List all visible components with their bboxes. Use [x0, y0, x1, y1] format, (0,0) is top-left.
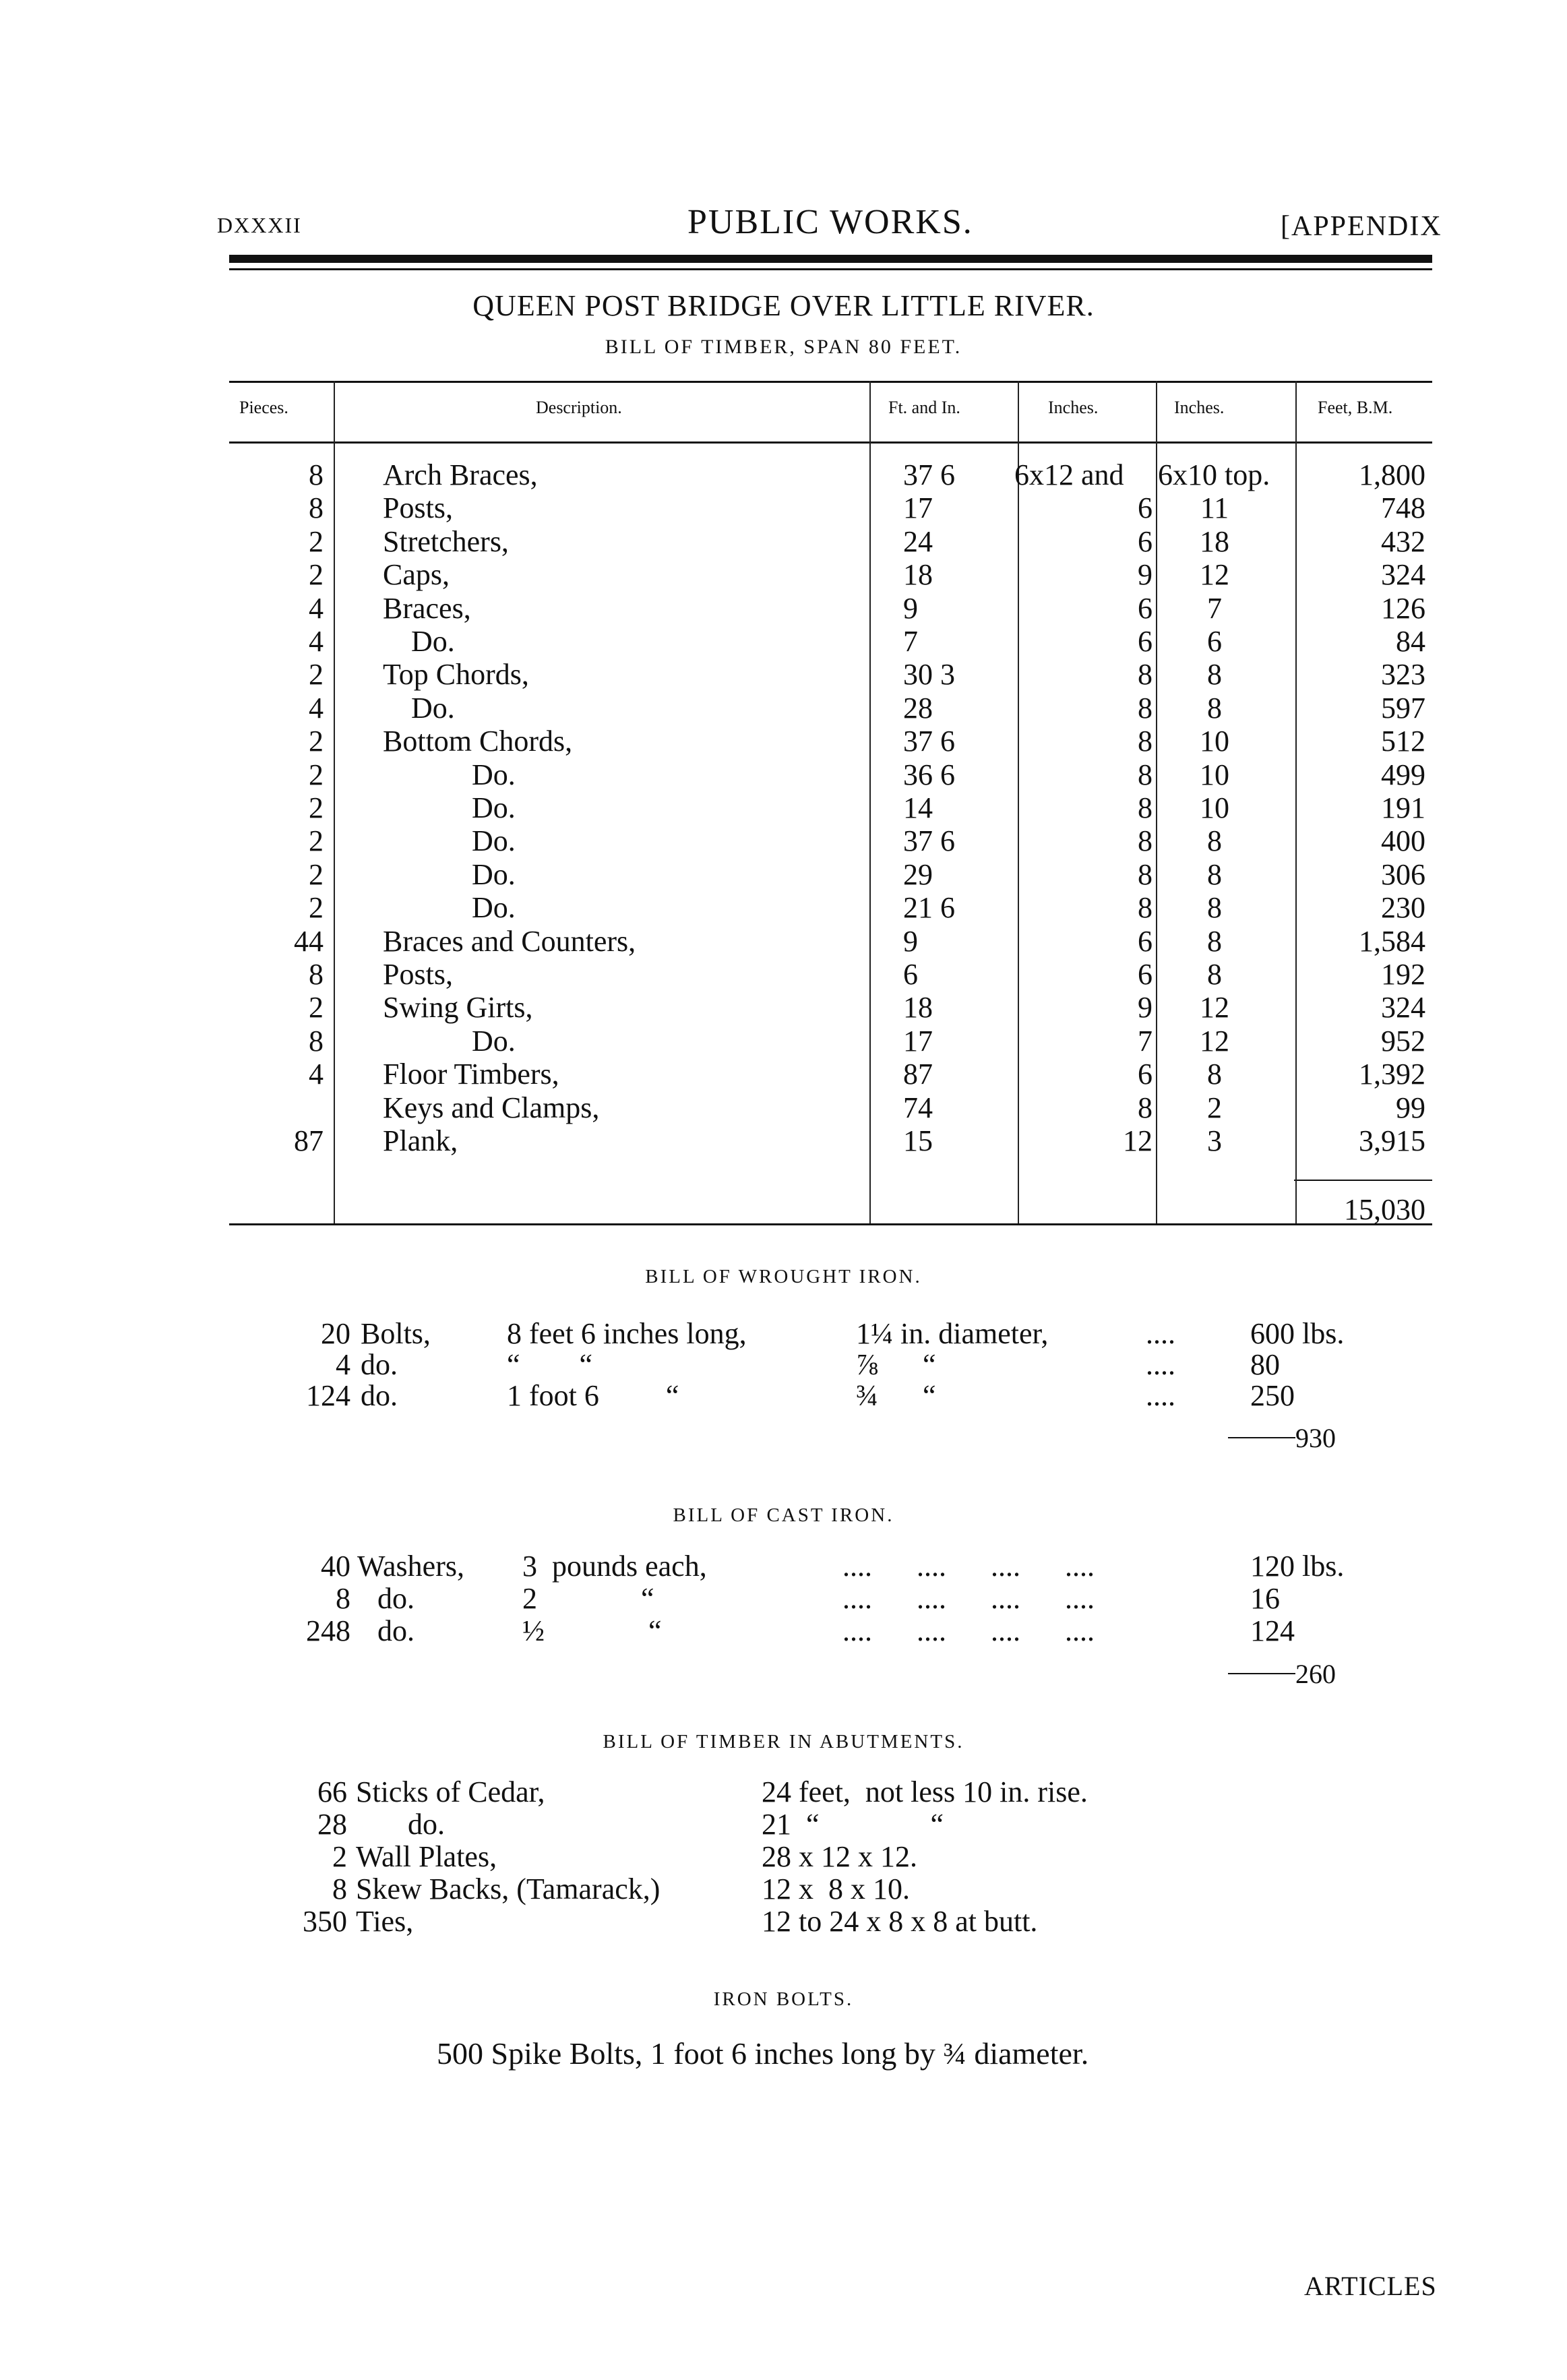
cell-pieces: 2 — [309, 558, 324, 592]
column-divider — [334, 381, 335, 1223]
cell-feet-bm: 512 — [1381, 725, 1425, 758]
cell-ft-in: 37 6 — [903, 725, 955, 758]
cell-inches-2: 8 — [1207, 857, 1222, 891]
cell-pieces: 2 — [309, 991, 324, 1025]
wrought-diameter: ⅞ “ — [856, 1348, 936, 1381]
cell-feet-bm: 432 — [1381, 524, 1425, 558]
cell-ft-in: 37 6 — [903, 824, 955, 858]
cast-iron-total: 260 — [1295, 1659, 1336, 1689]
cell-description: Do. — [472, 1024, 516, 1058]
page-title: QUEEN POST BRIDGE OVER LITTLE RIVER. — [472, 289, 1095, 322]
cell-description: Caps, — [383, 558, 450, 592]
cell-inches-2: 12 — [1200, 991, 1229, 1025]
cell-inches-2: 7 — [1207, 591, 1222, 625]
cell-feet-bm: 324 — [1381, 991, 1425, 1025]
cell-ft-in: 17 — [903, 491, 933, 525]
cell-ft-in: 21 6 — [903, 891, 955, 925]
cell-description: Stretchers, — [383, 524, 509, 558]
cell-description: Floor Timbers, — [383, 1058, 559, 1091]
cell-description: Do. — [472, 791, 516, 824]
cell-inches-2: 2 — [1207, 1091, 1222, 1124]
header-rule-thin — [229, 268, 1432, 270]
cell-feet-bm: 1,800 — [1359, 458, 1425, 491]
cell-feet-bm: 748 — [1381, 491, 1425, 525]
header-rule-thick — [229, 255, 1432, 263]
cell-feet-bm: 400 — [1381, 824, 1425, 858]
cell-description: Do. — [472, 857, 516, 891]
iron-bolts-line: 500 Spike Bolts, 1 foot 6 inches long by ¾ diameter. — [437, 2036, 1089, 2071]
cell-description: Do. — [472, 758, 516, 791]
column-divider — [1295, 381, 1297, 1223]
cell-inches-2: 12 — [1200, 1024, 1229, 1058]
cell-inches-1: 8 — [1138, 824, 1153, 858]
cell-pieces: 8 — [309, 958, 324, 991]
cell-ft-in: 36 6 — [903, 758, 955, 791]
cell-inches-2: 18 — [1200, 524, 1229, 558]
cell-inches-1: 6 — [1138, 591, 1153, 625]
timber-total: 15,030 — [1344, 1193, 1425, 1226]
cell-description: Do. — [411, 625, 455, 658]
cell-pieces: 4 — [309, 591, 324, 625]
abutment-qty: 350 — [303, 1905, 347, 1938]
cell-inches-1: 12 — [1123, 1124, 1153, 1157]
catchword: ARTICLES — [1304, 2271, 1437, 2301]
cell-pieces: 2 — [309, 725, 324, 758]
cell-inches-1: 8 — [1138, 691, 1153, 725]
abutment-spec: 12 to 24 x 8 x 8 at butt. — [762, 1905, 1038, 1938]
cell-description: Do. — [411, 691, 455, 725]
cell-ft-in: 9 — [903, 924, 918, 958]
cast-each: 3 pounds each, — [522, 1550, 707, 1583]
wrought-weight: 600 lbs. — [1250, 1317, 1345, 1350]
running-title: PUBLIC WORKS. — [687, 203, 973, 241]
wrought-length: 8 feet 6 inches long, — [507, 1317, 747, 1350]
cell-feet-bm: 99 — [1396, 1091, 1425, 1124]
cast-qty: 248 — [306, 1614, 350, 1647]
cell-description: Posts, — [383, 491, 453, 525]
wrought-item: do. — [361, 1379, 398, 1412]
cell-ft-in: 37 6 — [903, 458, 955, 491]
cell-feet-bm: 126 — [1381, 591, 1425, 625]
page-number: DXXXII — [217, 213, 302, 237]
cast-weight: 16 — [1250, 1582, 1280, 1615]
table-bottom-rule — [229, 1223, 1432, 1225]
cell-inches-2: 10 — [1200, 791, 1229, 824]
column-header-inches-1: Inches. — [1048, 398, 1099, 417]
cell-feet-bm: 191 — [1381, 791, 1425, 824]
wrought-qty: 20 — [321, 1317, 350, 1350]
abutment-item: Wall Plates, — [356, 1840, 497, 1873]
wrought-length: 1 foot 6 “ — [507, 1379, 679, 1412]
wrought-qty: 124 — [306, 1379, 350, 1412]
cast-iron-heading: BILL OF CAST IRON. — [673, 1504, 894, 1526]
cell-inches-1: 8 — [1138, 791, 1153, 824]
cell-inches-1: 6x12 and — [1014, 458, 1124, 491]
page-subtitle: BILL OF TIMBER, SPAN 80 FEET. — [605, 336, 962, 358]
cast-each: ½ “ — [522, 1614, 662, 1647]
cell-inches-1: 6 — [1138, 491, 1153, 525]
cell-pieces: 4 — [309, 625, 324, 658]
cell-pieces: 2 — [309, 758, 324, 791]
cell-inches-2: 8 — [1207, 958, 1222, 991]
cell-description: Bottom Chords, — [383, 725, 573, 758]
abutment-qty: 66 — [317, 1775, 347, 1808]
cell-feet-bm: 1,392 — [1359, 1058, 1425, 1091]
wrought-leader-dots: .... — [1146, 1317, 1175, 1350]
table-top-rule — [229, 381, 1432, 383]
cell-inches-2: 8 — [1207, 691, 1222, 725]
cell-ft-in: 14 — [903, 791, 933, 824]
cell-ft-in: 7 — [903, 625, 918, 658]
cell-ft-in: 15 — [903, 1124, 933, 1157]
cast-weight: 120 lbs. — [1250, 1550, 1345, 1583]
abutment-item: Skew Backs, (Tamarack,) — [356, 1872, 660, 1905]
cell-inches-2: 11 — [1200, 491, 1229, 525]
cell-inches-1: 6 — [1138, 1058, 1153, 1091]
cell-feet-bm: 323 — [1381, 658, 1425, 692]
cast-qty: 8 — [336, 1582, 350, 1615]
cell-ft-in: 18 — [903, 991, 933, 1025]
cast-each: 2 “ — [522, 1582, 654, 1615]
cell-ft-in: 28 — [903, 691, 933, 725]
cell-inches-2: 10 — [1200, 725, 1229, 758]
cell-description: Plank, — [383, 1124, 458, 1157]
wrought-iron-heading: BILL OF WROUGHT IRON. — [645, 1266, 922, 1287]
cell-inches-2: 8 — [1207, 924, 1222, 958]
cell-description: Braces, — [383, 591, 471, 625]
cell-inches-2: 8 — [1207, 1058, 1222, 1091]
wrought-weight: 250 — [1250, 1379, 1295, 1412]
cell-inches-2: 3 — [1207, 1124, 1222, 1157]
cast-total-dash — [1228, 1673, 1295, 1674]
cell-inches-2: 8 — [1207, 658, 1222, 692]
cell-ft-in: 9 — [903, 591, 918, 625]
column-header-description: Description. — [536, 398, 622, 417]
cell-pieces: 2 — [309, 824, 324, 858]
cell-feet-bm: 3,915 — [1359, 1124, 1425, 1157]
cell-inches-1: 8 — [1138, 891, 1153, 925]
cast-item: do. — [377, 1614, 414, 1647]
column-header-ft-in: Ft. and In. — [888, 398, 960, 417]
cell-feet-bm: 597 — [1381, 691, 1425, 725]
cell-ft-in: 24 — [903, 524, 933, 558]
abutment-qty: 8 — [332, 1872, 347, 1905]
cell-inches-1: 8 — [1138, 658, 1153, 692]
cell-pieces: 2 — [309, 857, 324, 891]
cell-inches-1: 8 — [1138, 857, 1153, 891]
cell-inches-2: 12 — [1200, 558, 1229, 592]
wrought-diameter: 1¼ in. diameter, — [856, 1317, 1049, 1350]
cell-inches-2: 6 — [1207, 625, 1222, 658]
cell-inches-1: 7 — [1138, 1024, 1153, 1058]
cell-pieces: 2 — [309, 658, 324, 692]
abutment-qty: 28 — [317, 1808, 347, 1841]
cell-inches-1: 6 — [1138, 524, 1153, 558]
abutment-item: do. — [356, 1808, 445, 1841]
cell-pieces: 44 — [294, 924, 324, 958]
column-header-feet-bm: Feet, B.M. — [1318, 398, 1393, 417]
cell-feet-bm: 324 — [1381, 558, 1425, 592]
cell-pieces: 87 — [294, 1124, 324, 1157]
wrought-item: do. — [361, 1348, 398, 1381]
cell-ft-in: 6 — [903, 958, 918, 991]
cell-feet-bm: 1,584 — [1359, 924, 1425, 958]
wrought-item: Bolts, — [361, 1317, 431, 1350]
iron-bolts-heading: IRON BOLTS. — [713, 1988, 854, 2010]
abutment-spec: 28 x 12 x 12. — [762, 1840, 917, 1873]
cast-leader-dots: .... .... .... .... — [842, 1550, 1095, 1583]
cell-inches-1: 6 — [1138, 958, 1153, 991]
abutment-item: Ties, — [356, 1905, 414, 1938]
abutment-qty: 2 — [332, 1840, 347, 1873]
cell-pieces: 8 — [309, 458, 324, 491]
cast-leader-dots: .... .... .... .... — [842, 1614, 1095, 1647]
cell-feet-bm: 230 — [1381, 891, 1425, 925]
table-header-rule — [229, 441, 1432, 444]
abutments-heading: BILL OF TIMBER IN ABUTMENTS. — [603, 1731, 964, 1752]
wrought-qty: 4 — [336, 1348, 350, 1381]
cell-ft-in: 87 — [903, 1058, 933, 1091]
cell-inches-2: 6x10 top. — [1158, 458, 1270, 491]
cell-ft-in: 18 — [903, 558, 933, 592]
cell-inches-1: 6 — [1138, 625, 1153, 658]
cell-inches-1: 9 — [1138, 558, 1153, 592]
wrought-total-dash — [1228, 1437, 1295, 1438]
cell-ft-in: 17 — [903, 1024, 933, 1058]
cell-feet-bm: 499 — [1381, 758, 1425, 791]
abutment-item: Sticks of Cedar, — [356, 1775, 545, 1808]
cell-description: Keys and Clamps, — [383, 1091, 600, 1124]
abutment-spec: 21 “ “ — [762, 1808, 944, 1841]
cell-inches-1: 8 — [1138, 725, 1153, 758]
cell-pieces: 4 — [309, 691, 324, 725]
abutment-spec: 24 feet, not less 10 in. rise. — [762, 1775, 1088, 1808]
cell-description: Do. — [472, 891, 516, 925]
cell-feet-bm: 952 — [1381, 1024, 1425, 1058]
cell-inches-1: 8 — [1138, 1091, 1153, 1124]
cast-item: Washers, — [357, 1550, 464, 1583]
cell-description: Posts, — [383, 958, 453, 991]
wrought-leader-dots: .... — [1146, 1379, 1175, 1412]
cast-leader-dots: .... .... .... .... — [842, 1582, 1095, 1615]
cell-inches-2: 10 — [1200, 758, 1229, 791]
cell-description: Swing Girts, — [383, 991, 533, 1025]
cell-pieces: 8 — [309, 491, 324, 525]
cell-pieces: 4 — [309, 1058, 324, 1091]
cell-inches-1: 6 — [1138, 924, 1153, 958]
column-header-pieces: Pieces. — [239, 398, 288, 417]
section-mark: [APPENDIX — [1281, 211, 1442, 242]
cell-pieces: 2 — [309, 791, 324, 824]
wrought-diameter: ¾ “ — [856, 1379, 936, 1412]
cell-pieces: 2 — [309, 524, 324, 558]
cell-feet-bm: 84 — [1396, 625, 1425, 658]
column-header-inches-2: Inches. — [1174, 398, 1225, 417]
total-rule — [1294, 1180, 1432, 1181]
cell-ft-in: 29 — [903, 857, 933, 891]
cast-weight: 124 — [1250, 1614, 1295, 1647]
cell-inches-1: 8 — [1138, 758, 1153, 791]
cell-description: Top Chords, — [383, 658, 529, 692]
cell-inches-1: 9 — [1138, 991, 1153, 1025]
wrought-weight: 80 — [1250, 1348, 1280, 1381]
cast-qty: 40 — [321, 1550, 350, 1583]
cell-description: Braces and Counters, — [383, 924, 636, 958]
cell-pieces: 8 — [309, 1024, 324, 1058]
wrought-iron-total: 930 — [1295, 1423, 1336, 1453]
cell-inches-2: 8 — [1207, 824, 1222, 858]
cell-ft-in: 30 3 — [903, 658, 955, 692]
wrought-leader-dots: .... — [1146, 1348, 1175, 1381]
cast-item: do. — [377, 1582, 414, 1615]
cell-ft-in: 74 — [903, 1091, 933, 1124]
cell-feet-bm: 192 — [1381, 958, 1425, 991]
cell-feet-bm: 306 — [1381, 857, 1425, 891]
cell-description: Do. — [472, 824, 516, 858]
cell-inches-2: 8 — [1207, 891, 1222, 925]
abutment-spec: 12 x 8 x 10. — [762, 1872, 910, 1905]
cell-description: Arch Braces, — [383, 458, 538, 491]
wrought-length: “ “ — [507, 1348, 593, 1381]
cell-pieces: 2 — [309, 891, 324, 925]
